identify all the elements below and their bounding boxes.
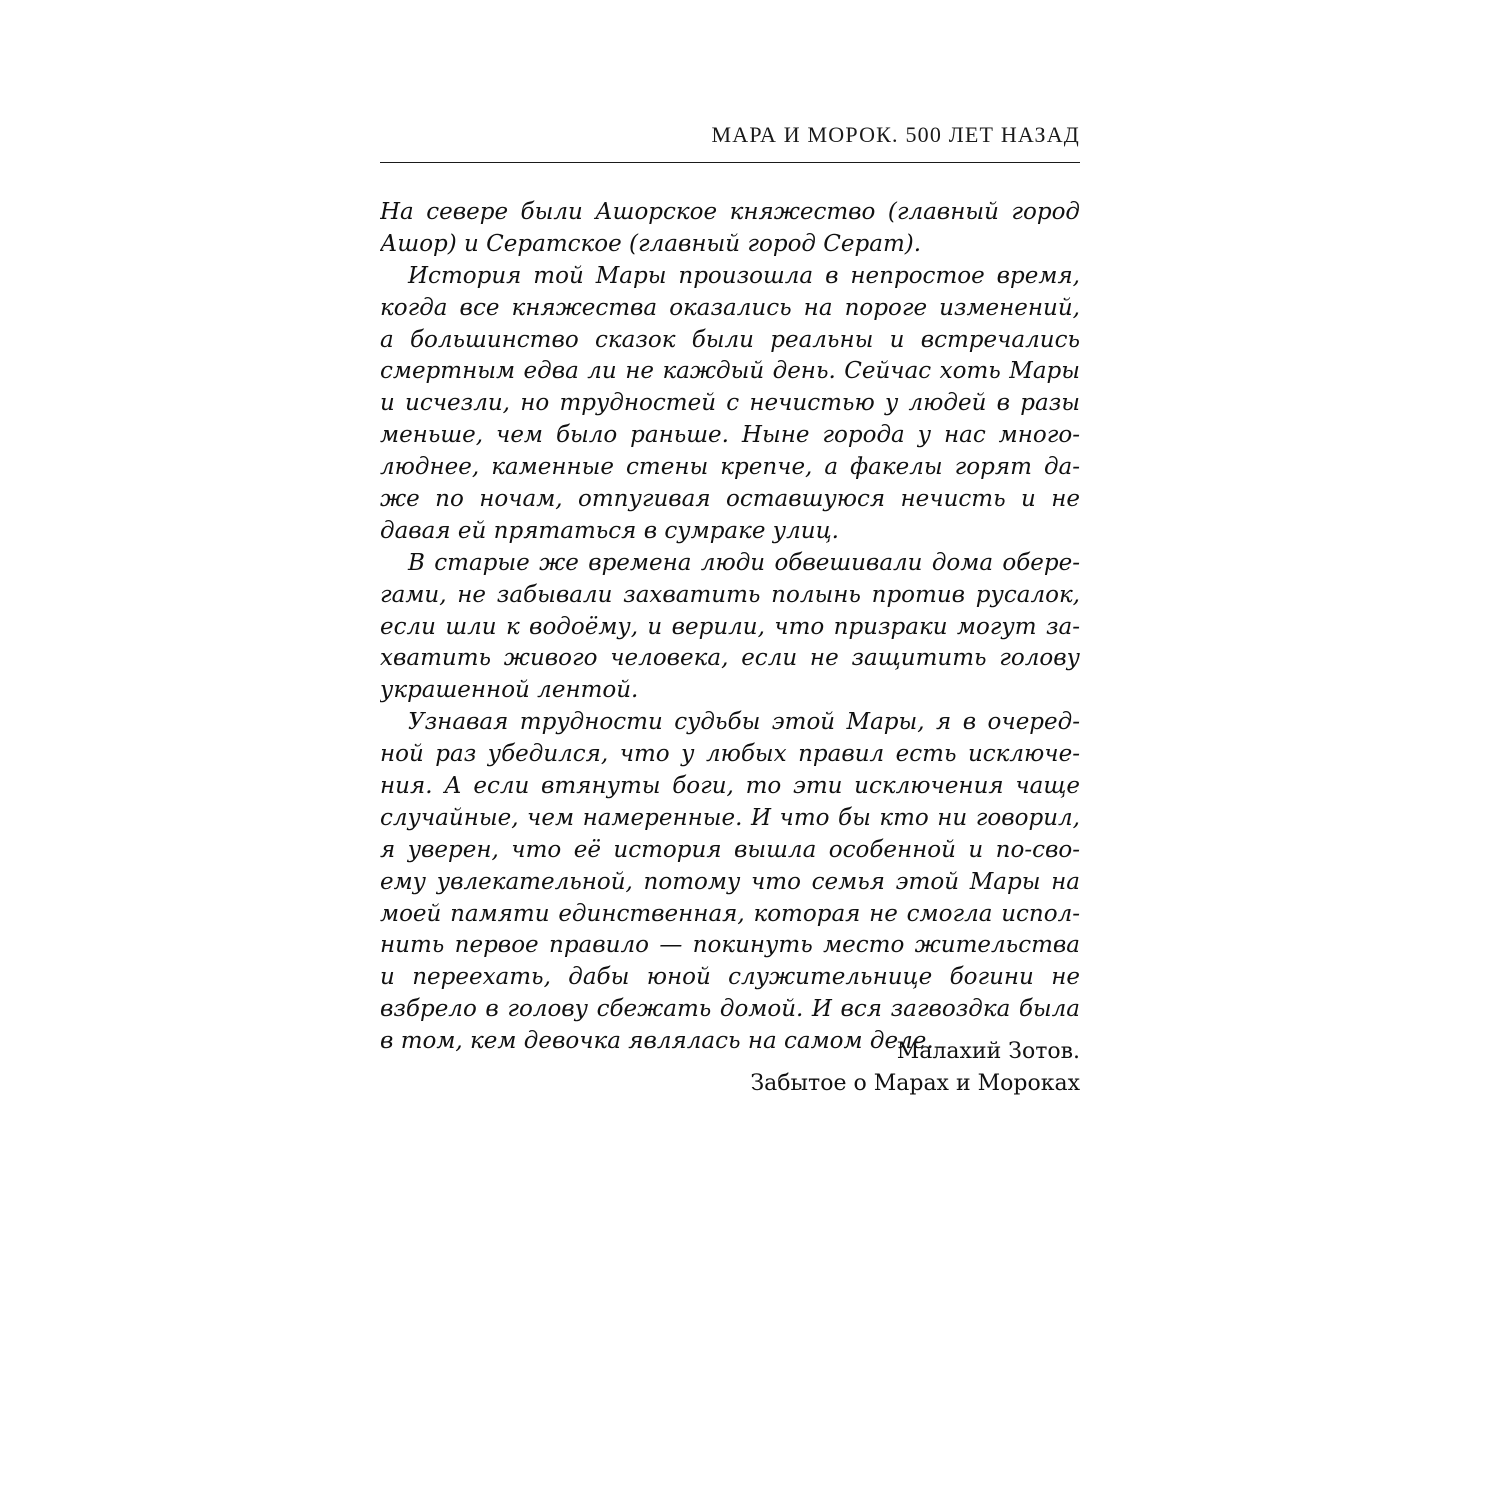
paragraph: [380, 261, 1080, 548]
text-line: украшенной лентой.: [380, 677, 639, 704]
text-line: ему увлекательной, потому что семья этой Мары на: [380, 868, 1080, 895]
signature-work: Забытое о Марах и Мороках: [750, 1071, 1080, 1096]
text-line: моей памяти единственная, которая не смогла испол-: [380, 900, 1080, 927]
paragraph: [380, 197, 1080, 261]
text-line: люднее, каменные стены крепче, а факелы горят да-: [380, 454, 1080, 481]
text-line: Ашор) и Сератское (главный город Серат).: [380, 230, 922, 257]
text-line: я уверен, что её история вышла особенной и по-сво-: [380, 836, 1080, 863]
text-line: и переехать, дабы юной служительнице богини не: [380, 964, 1080, 991]
text-line: взбрело в голову сбежать домой. И вся загвоздка была: [380, 996, 1080, 1023]
text-line: если шли к водоёму, и верили, что призраки могут за-: [380, 613, 1080, 640]
text-line: в том, кем девочка являлась на самом деле.: [380, 1028, 934, 1055]
signature: [750, 1036, 1080, 1100]
text-line: Узнавая трудности судьбы этой Мары, я в очеред-: [408, 709, 1080, 736]
body-text: [380, 197, 1080, 1058]
book-page: [380, 0, 1080, 1500]
header-rule: [380, 162, 1080, 163]
signature-author: Малахий Зотов.: [896, 1039, 1080, 1064]
text-line: случайные, чем намеренные. И что бы кто ни говорил,: [380, 804, 1080, 831]
text-line: и исчезли, но трудностей с нечистью у людей в разы: [380, 390, 1080, 417]
paragraph: [380, 707, 1080, 1058]
text-line: История той Мары произошла в непростое время,: [408, 262, 1080, 289]
text-line: хватить живого человека, если не защитить голову: [380, 645, 1080, 672]
text-line: ния. А если втянуты боги, то эти исключения чаще: [380, 773, 1080, 800]
text-line: нить первое правило — покинуть место жительства: [380, 932, 1080, 959]
running-head: МАРА И МОРОК. 500 ЛЕТ НАЗАД: [711, 122, 1080, 147]
text-line: а большинство сказок были реальны и встречались: [380, 326, 1080, 353]
text-line: же по ночам, отпугивая оставшуюся нечисть и не: [380, 486, 1080, 513]
text-line: ной раз убедился, что у любых правил есть исключе-: [380, 741, 1080, 768]
text-line: смертным едва ли не каждый день. Сейчас хоть Мары: [380, 358, 1080, 385]
paragraph: [380, 548, 1080, 707]
text-line: меньше, чем было раньше. Ныне города у нас много-: [380, 422, 1080, 449]
text-line: В старые же времена люди обвешивали дома обере-: [408, 549, 1080, 576]
text-line: когда все княжества оказались на пороге изменений,: [380, 294, 1080, 321]
text-line: давая ей прятаться в сумраке улиц.: [380, 517, 839, 544]
text-line: На севере были Ашорское княжество (главный город: [380, 199, 1080, 225]
text-line: гами, не забывали захватить полынь против русалок,: [380, 581, 1080, 608]
